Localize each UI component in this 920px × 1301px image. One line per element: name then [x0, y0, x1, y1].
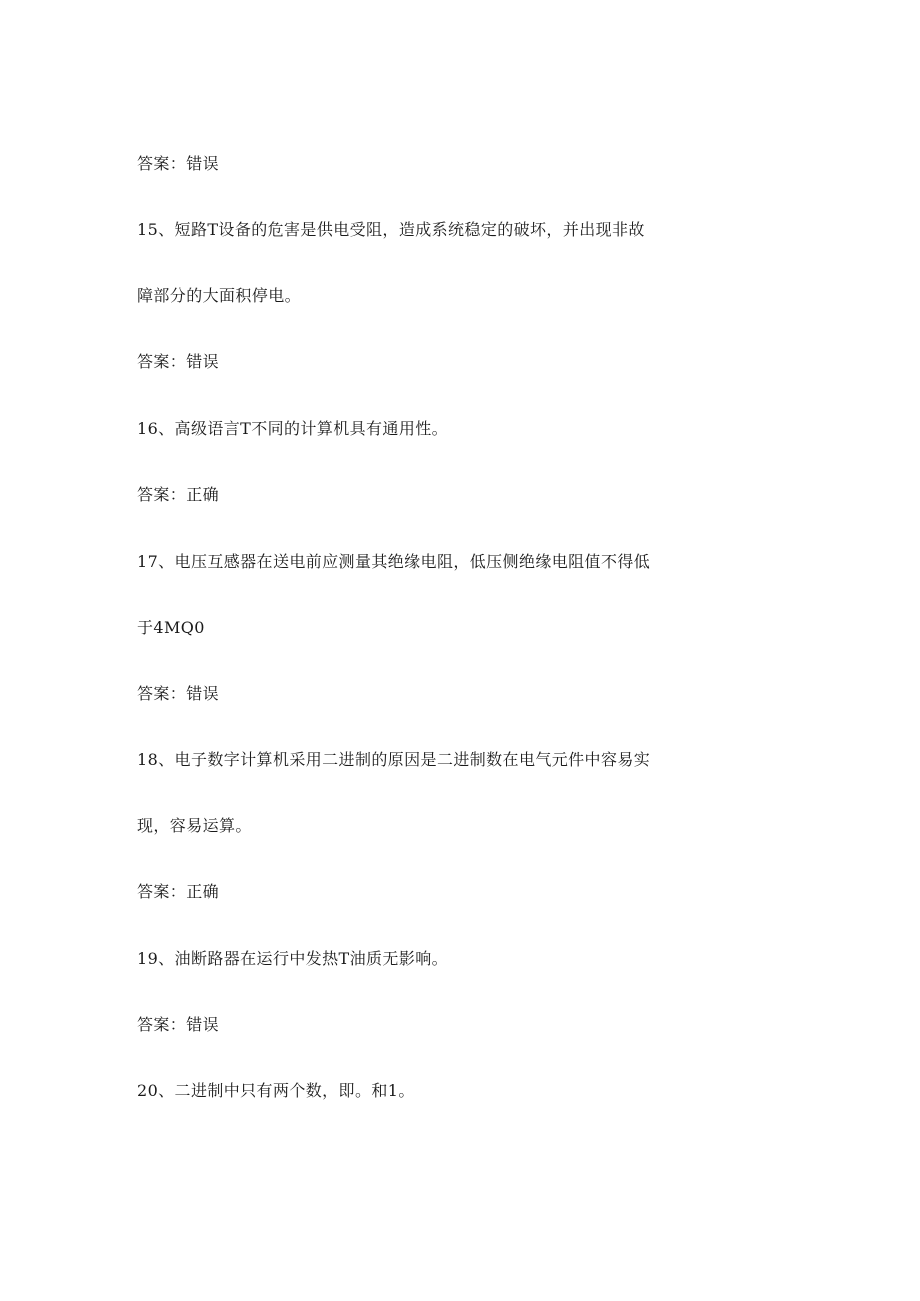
question-19: 19、油断路器在运行中发热T油质无影响。 — [137, 949, 449, 968]
answer-16: 答案：正确 — [137, 485, 220, 504]
question-15-line-1: 15、短路T设备的危害是供电受阻，造成系统稳定的破坏，并出现非故 — [137, 220, 645, 239]
question-18-line-2: 现，容易运算。 — [137, 816, 252, 835]
answer-17: 答案：错误 — [137, 684, 220, 703]
answer-15: 答案：错误 — [137, 352, 220, 371]
answer-19: 答案：错误 — [137, 1015, 220, 1034]
answer-18: 答案：正确 — [137, 882, 220, 901]
question-18-line-1: 18、电子数字计算机采用二进制的原因是二进制数在电气元件中容易实 — [137, 750, 651, 769]
question-20: 20、二进制中只有两个数，即。和1。 — [137, 1081, 415, 1100]
question-15-line-2: 障部分的大面积停电。 — [137, 286, 302, 305]
question-17-line-2: 于4MQ0 — [137, 618, 205, 637]
question-17-line-1: 17、电压互感器在送电前应测量其绝缘电阻，低压侧绝缘电阻值不得低 — [137, 552, 651, 571]
question-16: 16、高级语言T不同的计算机具有通用性。 — [137, 419, 449, 438]
answer-14: 答案：错误 — [137, 154, 220, 173]
